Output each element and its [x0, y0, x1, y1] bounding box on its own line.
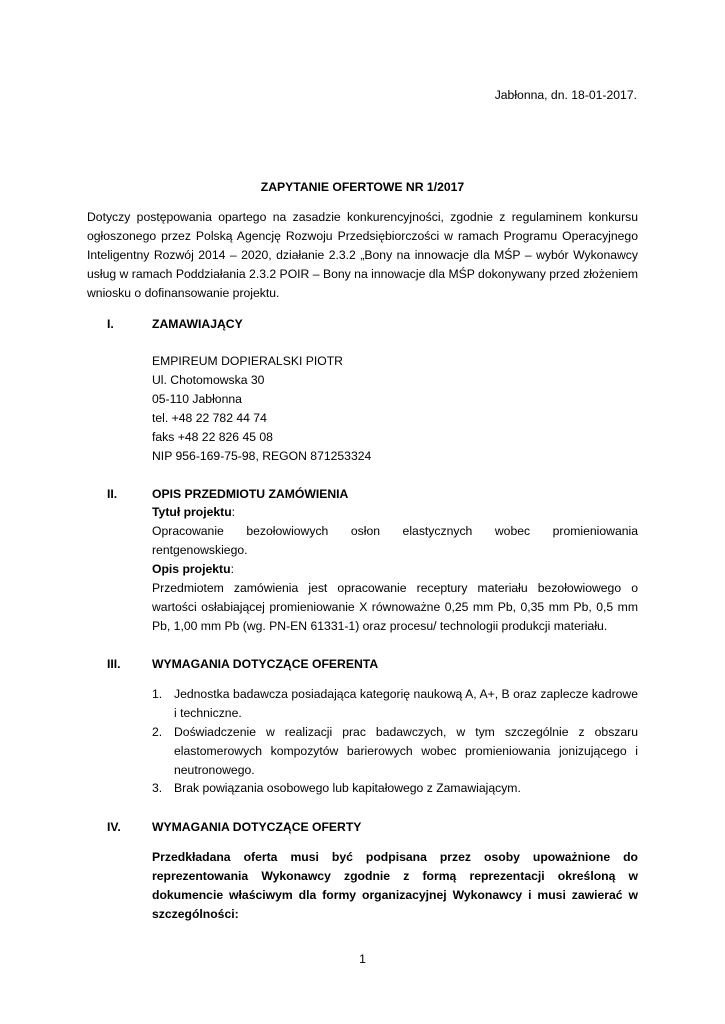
section-3-heading: WYMAGANIA DOTYCZĄCE OFERENTA — [152, 657, 379, 671]
requirement-1-text: Jednostka badawcza posiadająca kategorię naukową A, A+, B oraz zaplecze kadrowe i techniczne. — [174, 687, 638, 720]
requirement-3-number: 3. — [152, 781, 163, 795]
page-number: 1 — [359, 952, 366, 966]
section-2-heading: OPIS PRZEDMIOTU ZAMÓWIENIA — [152, 487, 349, 501]
section-3-number: III. — [107, 657, 121, 671]
requirement-1-number: 1. — [152, 687, 163, 701]
date-line: Jabłonna, dn. 18-01-2017. — [494, 88, 637, 102]
requirement-2-text: Doświadczenie w realizacji prac badawczych, w tym szczególnie z obszaru elastomerowych kompozytów barierowych wobec promieniowania jonizującego i neutronowego. — [174, 725, 638, 777]
project-description-text: Przedmiotem zamówienia jest opracowanie receptury materiału bezołowiowego o wartości osłabiającej promieniowanie X równoważne 0,25 mm Pb, 0,35 mm Pb, 0,5 mm Pb, 1,00 mm Pb (wg. PN-EN 61331-1) oraz procesu/ technologii produkcji materiału. — [152, 581, 638, 633]
section-1-heading: ZAMAWIAJĄCY — [152, 317, 243, 331]
project-title-colon: : — [231, 505, 236, 519]
orderer-fax: faks +48 22 826 45 08 — [152, 430, 273, 444]
requirement-2-number: 2. — [152, 725, 163, 739]
intro-paragraph: Dotyczy postępowania opartego na zasadzie konkurencyjności, zgodnie z regulaminem konkursu ogłoszonego przez Polską Agencję Rozwoju Przedsiębiorczości w ramach Programu Operacyjnego Inteligentny Rozwój 2014 – 2020, działanie 2.3.2 „Bony na innowacje dla MŚP – wybór Wykonawcy usług w ramach Poddziałania 2.3.2 POIR – Bony na innowacje dla MŚP dokonywany przed złożeniem wniosku o dofinansowanie projektu. — [87, 210, 638, 300]
orderer-tax-ids: NIP 956-169-75-98, REGON 871253324 — [152, 449, 372, 463]
project-description-colon: : — [230, 562, 234, 576]
project-description-label-text: Opis projektu — [152, 562, 231, 576]
section-1-number: I. — [107, 317, 114, 331]
section-4-number: IV. — [107, 820, 121, 834]
project-title-label — [152, 503, 235, 522]
orderer-name: EMPIREUM DOPIERALSKI PIOTR — [152, 354, 343, 368]
project-title-text: Opracowanie bezołowiowych osłon elastycznych wobec promieniowania rentgenowskiego. — [152, 524, 638, 557]
orderer-street: Ul. Chotomowska 30 — [152, 373, 265, 387]
section-4-heading: WYMAGANIA DOTYCZĄCE OFERTY — [152, 820, 362, 834]
document-title: ZAPYTANIE OFERTOWE NR 1/2017 — [260, 180, 465, 194]
orderer-city: 05-110 Jabłonna — [152, 392, 242, 406]
offer-requirements-text: Przedkładana oferta musi być podpisana przez osoby upoważnione do reprezentowania Wykonawcy zgodnie z formą reprezentacji określoną w dokumencie właściwym dla formy organizacyjnej Wykonawcy i musi zawierać w szczególności: — [152, 850, 638, 921]
project-description-label — [152, 560, 234, 579]
orderer-phone: tel. +48 22 782 44 74 — [152, 411, 267, 425]
section-2-number: II. — [107, 487, 118, 501]
requirement-3-text: Brak powiązania osobowego lub kapitałowego z Zamawiającym. — [174, 781, 521, 795]
project-title-label-text: Tytuł projektu — [152, 505, 232, 519]
